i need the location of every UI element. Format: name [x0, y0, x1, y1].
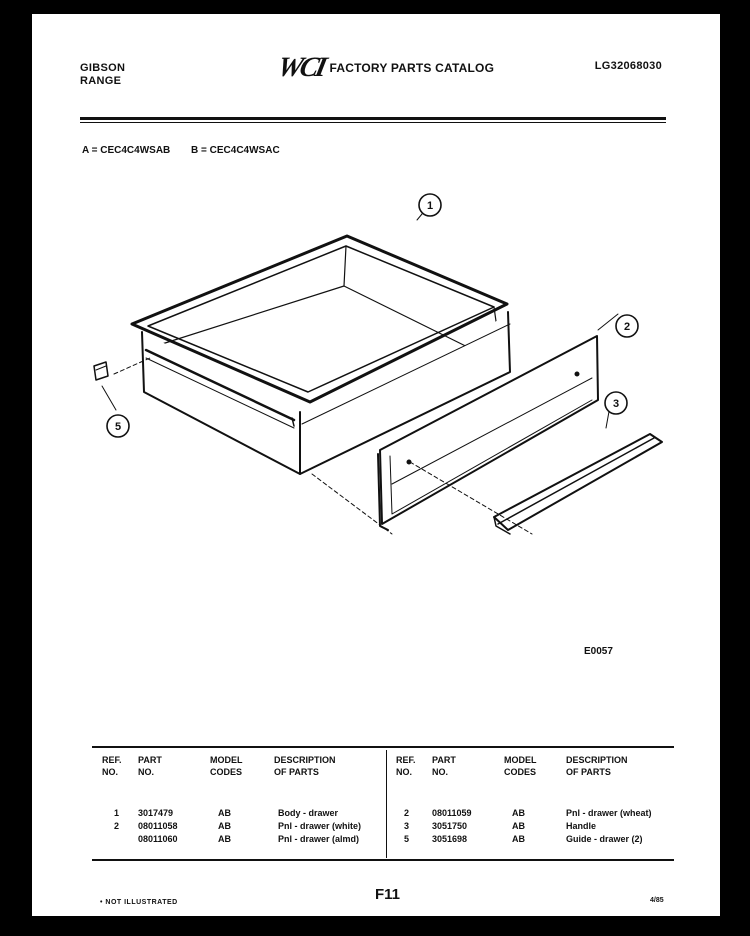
header-description: DESCRIPTION OF PARTS	[274, 755, 336, 777]
callout-2-label: 2	[623, 321, 631, 333]
wci-logo: WCI	[274, 52, 327, 83]
product-type: RANGE	[80, 75, 122, 87]
header-part-right: PART NO.	[432, 755, 456, 777]
revision-date: 4/85	[650, 897, 664, 904]
callout-5	[107, 415, 129, 437]
header-part: PART NO.	[138, 755, 162, 777]
callout-1-label: 1	[426, 200, 434, 212]
drawer-handle	[494, 434, 662, 534]
header-description-right: DESCRIPTION OF PARTS	[566, 755, 628, 777]
page-number: F11	[375, 886, 401, 903]
model-a: A = CEC4C4WSAB	[82, 145, 171, 156]
exploded-diagram	[32, 14, 720, 714]
drawer-guide	[94, 362, 108, 380]
table-column-divider	[386, 750, 387, 858]
header-model: MODEL CODES	[210, 755, 243, 777]
table-top-rule	[92, 746, 674, 748]
callout-3	[605, 392, 627, 414]
callout-5-label: 5	[114, 421, 122, 433]
table-bottom-rule	[92, 859, 674, 861]
callout-3-label: 3	[612, 398, 620, 410]
catalog-page: GIBSON RANGE WCI FACTORY PARTS CATALOG LG32068030 A = CEC4C4WSAB B = CEC4C4WSAC 1 2 3 5 E0057 REF. NO. PART NO. MODEL CODES DESCRIPTION OF PARTS REF. NO. PART NO. MODEL CODES DESCRIPTION OF PARTS 1 3017479 AB Body - drawer 2 08011058 AB Pnl - drawer (white) 08011060 AB Pnl - drawer (almd) 2 08011059 AB Pnl - drawer (wheat) 3 3051750 AB Handle 5 3051698 AB Guide - drawer (2) • NOT ILLUSTRATED F11 4/85	[32, 14, 720, 916]
brand-name: GIBSON	[80, 62, 126, 74]
callout-2	[616, 315, 638, 337]
not-illustrated-note: • NOT ILLUSTRATED	[100, 899, 178, 906]
header-model-right: MODEL CODES	[504, 755, 537, 777]
model-b: B = CEC4C4WSAC	[191, 145, 280, 156]
catalog-title: FACTORY PARTS CATALOG	[329, 61, 495, 75]
callout-1	[419, 194, 441, 216]
header-ref-right: REF. NO.	[396, 755, 416, 777]
header-ref: REF. NO.	[102, 755, 122, 777]
catalog-number: LG32068030	[594, 60, 662, 72]
drawing-code: E0057	[584, 646, 613, 657]
